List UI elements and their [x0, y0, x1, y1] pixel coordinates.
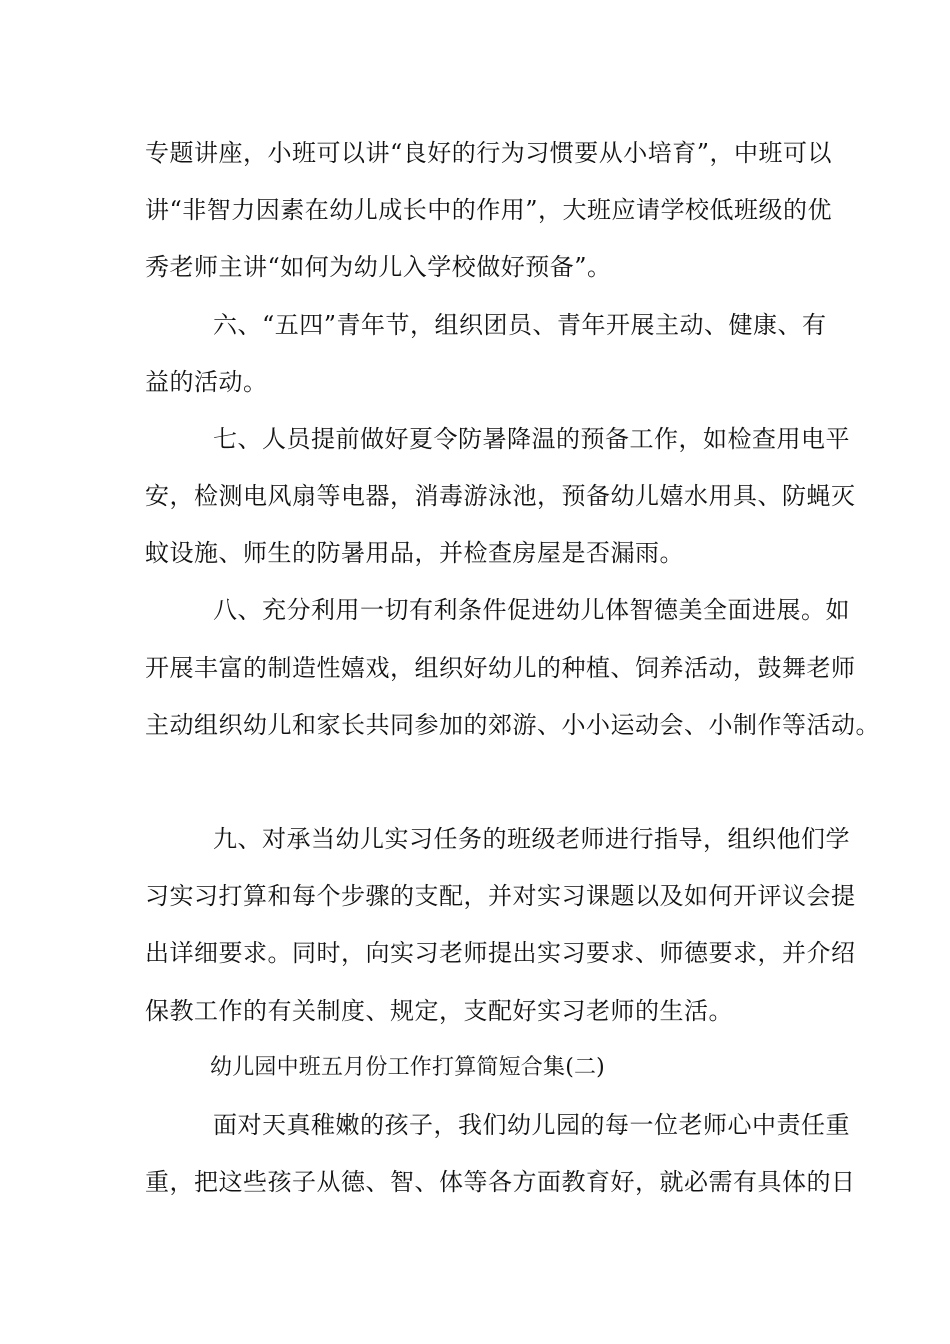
text-line: 面对天真稚嫩的孩子，我们幼儿园的每一位老师心中责任重	[213, 1111, 850, 1139]
section-title: 幼儿园中班五月份工作打算简短合集(二)	[210, 1055, 605, 1080]
text-line: 七、人员提前做好夏令防暑降温的预备工作，如检查用电平	[213, 425, 850, 453]
text-line: 九、对承当幼儿实习任务的班级老师进行指导，组织他们学	[213, 825, 850, 853]
text-line: 专题讲座，小班可以讲“良好的行为习惯要从小培育”，中班可以	[145, 139, 833, 167]
text-line: 益的活动。	[145, 368, 268, 396]
text-line: 六、“五四”青年节，组织团员、青年开展主动、健康、有	[213, 311, 827, 339]
text-line: 安，检测电风扇等电器，消毒游泳池，预备幼儿嬉水用具、防蝇灭	[145, 482, 856, 510]
text-line: 习实习打算和每个步骤的支配，并对实习课题以及如何开评议会提	[145, 882, 856, 910]
text-line: 重，把这些孩子从德、智、体等各方面教育好，就必需有具体的日	[145, 1168, 856, 1196]
text-line: 蚊设施、师生的防暑用品，并检查房屋是否漏雨。	[145, 539, 684, 567]
text-line: 秀老师主讲“如何为幼儿入学校做好预备”。	[145, 253, 612, 281]
text-line: 八、充分利用一切有利条件促进幼儿体智德美全面进展。如	[213, 596, 850, 624]
text-line: 出详细要求。同时，向实习老师提出实习要求、师德要求，并介绍	[145, 939, 856, 967]
text-line: 讲“非智力因素在幼儿成长中的作用”，大班应请学校低班级的优	[145, 196, 833, 224]
text-line: 开展丰富的制造性嬉戏，组织好幼儿的种植、饲养活动，鼓舞老师	[145, 654, 856, 682]
text-line: 保教工作的有关制度、规定，支配好实习老师的生活。	[145, 997, 733, 1025]
text-line: 主动组织幼儿和家长共同参加的郊游、小小运动会、小制作等活动。	[145, 711, 880, 739]
